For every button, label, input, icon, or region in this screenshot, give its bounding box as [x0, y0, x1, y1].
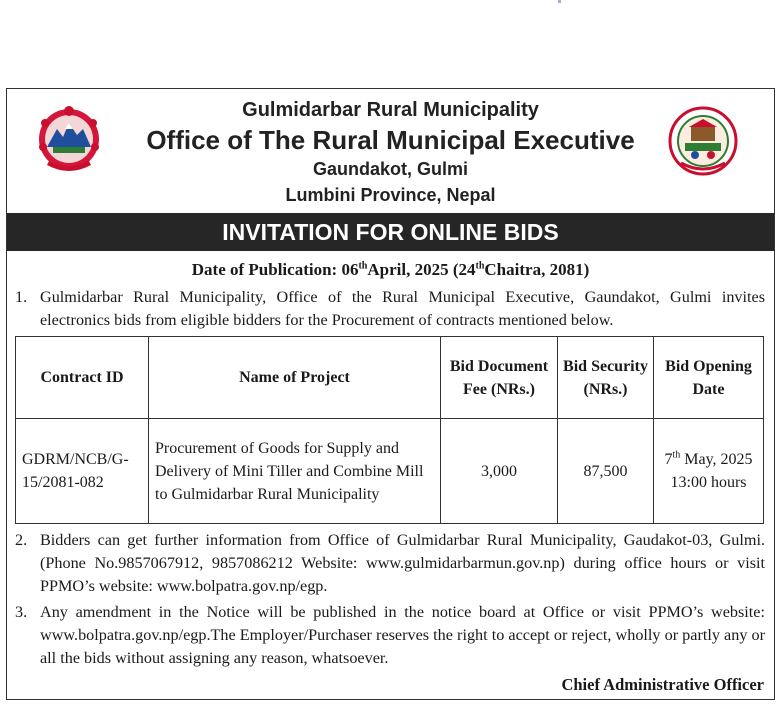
top-dot [558, 0, 561, 3]
paragraph-number: 1. [15, 288, 28, 306]
paragraph-2 [15, 529, 765, 598]
paragraph-text: Gulmidarbar Rural Municipality, Office of the Rural Municipal Executive, Gaundakot, Gulmi invites electronics bids from eligible bidders for the Procurement of contracts mentioned below. [40, 288, 765, 329]
paragraph-text: Any amendment in the Notice will be published in the notice board at Office or visit PPMO’s website: www.bolpatra.gov.np/egp.The Employer/Purchaser reserves the right to accept or reject, wholly or partly any or all the bids without assigning any reason, whatsoever. [40, 603, 765, 667]
paragraph-number: 2. [15, 531, 28, 549]
notice-header [7, 89, 774, 213]
publication-date: Date of Publication: 06thApril, 2025 (24thChaitra, 2081) [191, 260, 590, 279]
paragraph-number: 3. [15, 603, 28, 621]
municipality-seal-icon [667, 105, 739, 177]
paragraph-1 [15, 286, 765, 332]
bid-notice [6, 88, 775, 700]
signature: Chief Administrative Officer [561, 675, 764, 694]
header-bid-security: Bid Security (NRs.) [558, 337, 654, 419]
contracts-table [15, 336, 764, 524]
address-line1: Gaundakot, Gulmi [312, 159, 468, 179]
contract-id-cell: GDRM/NCB/G-15/2081-082 [16, 419, 149, 524]
office-name: Office of The Rural Municipal Executive [146, 125, 635, 155]
bid-security-cell: 87,500 [558, 419, 654, 524]
notice-banner: INVITATION FOR ONLINE BIDS [7, 213, 774, 251]
header-project-name: Name of Project [149, 337, 441, 419]
municipality-name: Gulmidarbar Rural Municipality [242, 99, 539, 121]
project-name-cell: Procurement of Goods for Supply and Delivery of Mini Tiller and Combine Mill to Gulmidarbar Rural Municipality [149, 419, 441, 524]
paragraph-text: Bidders can get further information from Office of Gulmidarbar Rural Municipality, Gaudakot-03, Gulmi. (Phone No.9857067912, 9857086212 Website: www.gulmidarbarmun.gov.np) during office hours or visit PPMO’s website: www.bolpatra.gov.np/egp. [40, 531, 765, 595]
opening-date-cell: 7th May, 2025 13:00 hours [654, 419, 764, 524]
address-line2: Lumbini Province, Nepal [285, 185, 496, 205]
table-row [16, 419, 764, 524]
document-fee-cell: 3,000 [441, 419, 558, 524]
table-header-row [16, 337, 764, 419]
header-contract-id: Contract ID [16, 337, 149, 419]
header-document-fee: Bid Document Fee (NRs.) [441, 337, 558, 419]
paragraph-3 [15, 601, 765, 670]
header-opening-date: Bid Opening Date [654, 337, 764, 419]
